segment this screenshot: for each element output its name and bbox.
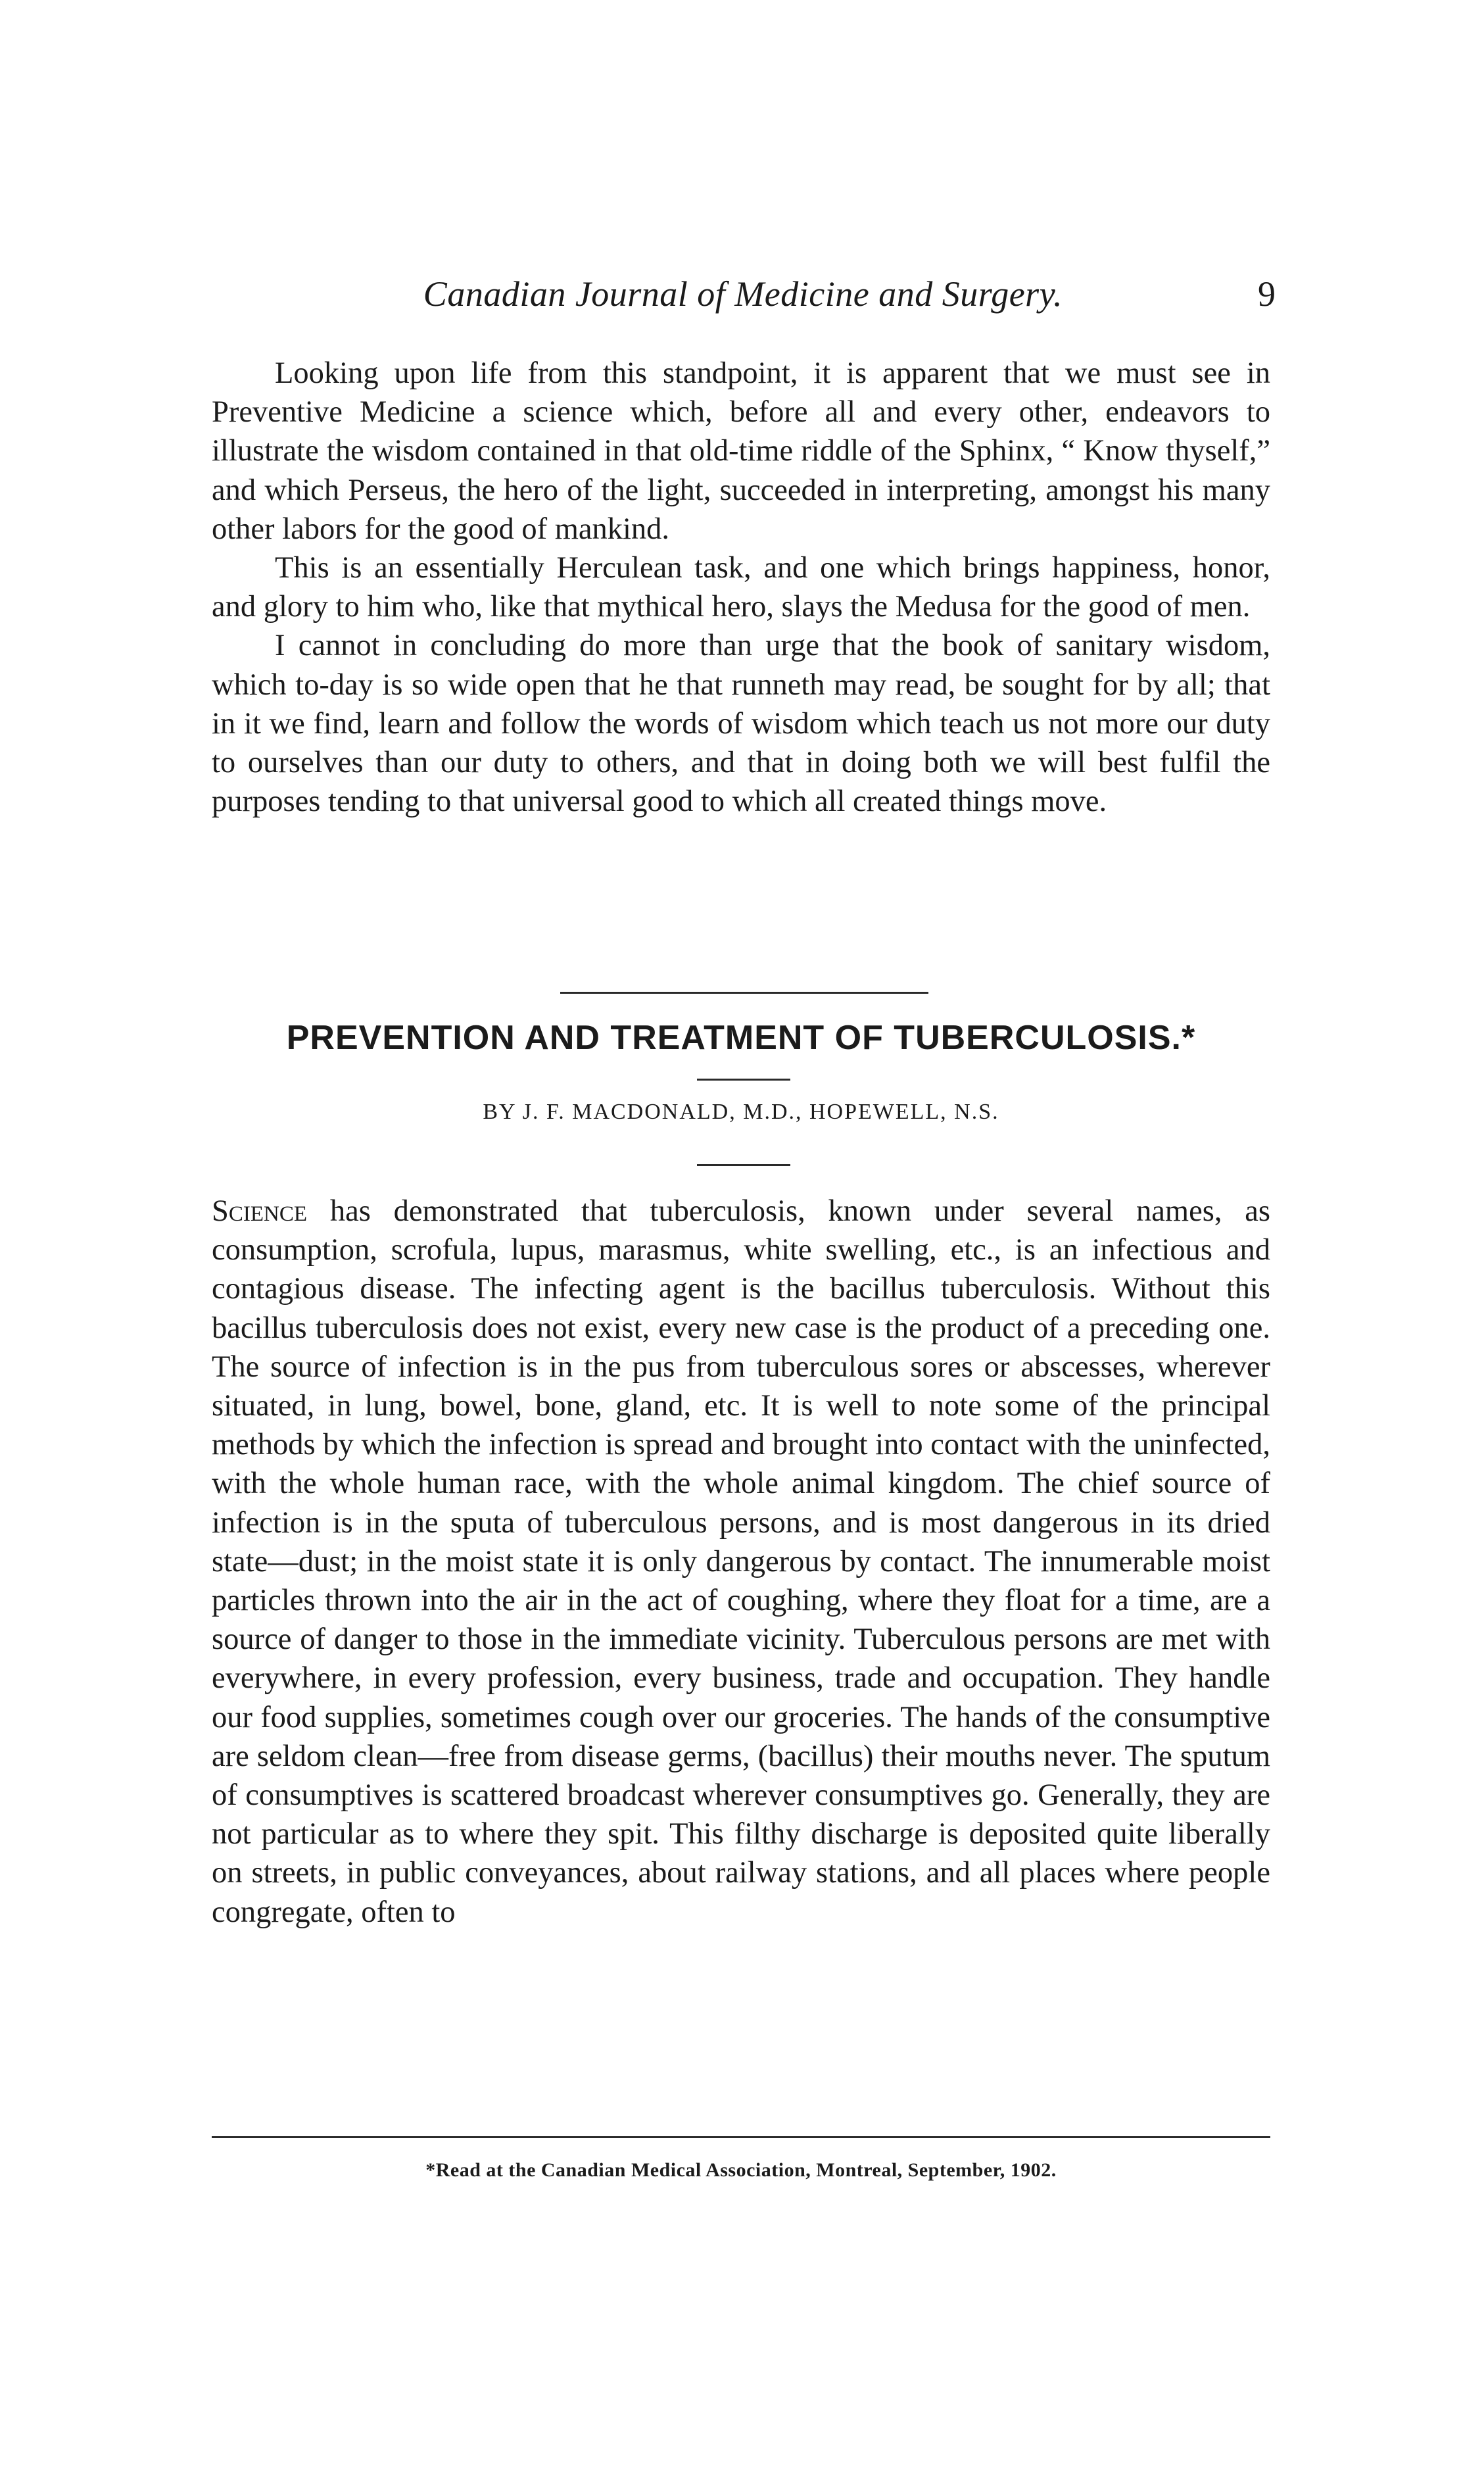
article-body (212, 1192, 1270, 1932)
byline-rule (697, 1164, 790, 1166)
article-title: PREVENTION AND TREATMENT OF TUBERCULOSIS.* (286, 1019, 1196, 1057)
paragraph: Looking upon life from this standpoint, it is apparent that we must see in Preventive Medicine a science which, before all and every other, endeavors to illustrate the wisdom contained in that old-time riddle of the Sphinx, “ Know thyself,” and which Perseus, the hero of the light, succeeded in interpreting, amongst his many other labors for the good of mankind. (212, 356, 1270, 546)
preceding-article-conclusion (212, 354, 1270, 821)
footnote-rule (212, 2136, 1270, 2138)
lead-word: Science (212, 1194, 308, 1228)
article-text: has demonstrated that tuberculosis, known under several names, as consumption, scrofula, lupus, marasmus, white swelling, etc., is an infectious and contagious disease. The infecting agent is the bacillus tuberculosis. Without this bacillus tuberculosis does not exist, every new case is the product of a preceding one. The source of infection is in the pus from tuberculous sores or abscesses, wherever situated, in lung, bowel, bone, gland, etc. It is well to note some of the principal methods by which the infection is spread and brought into contact with the uninfected, with the whole human race, with the whole animal kingdom. The chief source of infection is in the sputa of tuberculous persons, and is most dangerous in its dried state—dust; in the moist state it is only dangerous by contact. The innumerable moist particles thrown into the air in the act of coughing, where they float for a time, are a source of danger to those in the immediate vicinity. Tuberculous persons are met with everywhere, in every profession, every business, trade and occupation. They handle our food supplies, sometimes cough over our groceries. The hands of the consumptive are seldom clean—free from disease germs, (bacillus) their mouths never. The sputum of consumptives is scattered broadcast wherever consumptives go. Generally, they are not particular as to where they spit. This filthy discharge is deposited quite liberally on streets, in public conveyances, about railway stations, and all places where people congregate, often to (212, 1194, 1270, 1929)
page-number: 9 (1258, 274, 1276, 314)
title-rule (697, 1079, 790, 1081)
running-title: Canadian Journal of Medicine and Surgery. (423, 274, 1063, 314)
article-byline: BY J. F. MACDONALD, M.D., HOPEWELL, N.S. (483, 1100, 999, 1124)
footnote: *Read at the Canadian Medical Association, Montreal, September, 1902. (425, 2159, 1057, 2181)
section-divider (560, 992, 928, 994)
page-header (210, 262, 1276, 334)
article-paragraph (212, 1192, 1270, 1932)
paragraph: I cannot in concluding do more than urge that the book of sanitary wisdom, which to-day is so wide open that he that runneth may read, be sought for by all; that in it we find, learn and follow the words of wisdom which teach us not more our duty to ourselves than our duty to others, and that in doing both we will best fulfil the purposes tending to that universal good to which all created things move. (212, 629, 1270, 819)
paragraph: This is an essentially Herculean task, and one which brings happiness, honor, and glory to him who, like that mythical hero, slays the Medusa for the good of men. (212, 551, 1270, 624)
